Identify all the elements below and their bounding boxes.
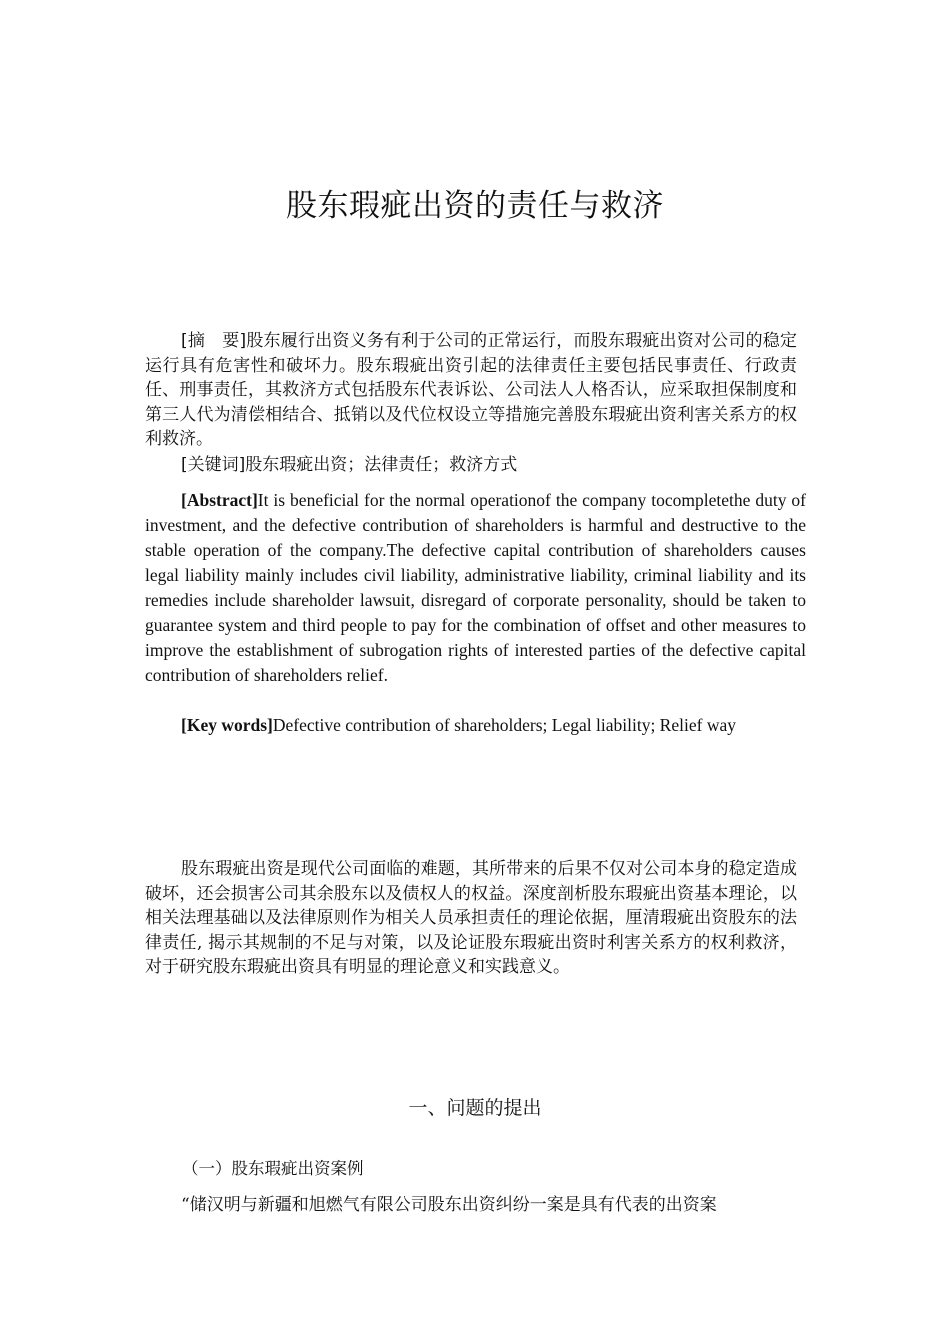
introduction-paragraph: 股东瑕疵出资是现代公司面临的难题，其所带来的后果不仅对公司本身的稳定造成破坏，还会损害公司其余股东以及债权人的权益。深度剖析股东瑕疵出资基本理论，以相关法理基础以及法律原则作为相关人员承担责任的理论依据，厘清瑕疵出资股东的法律责任, 揭示其规制的不足与对策，以及论证股东瑕疵出资时利害关系方的权利救济，对于研究股东瑕疵出资具有明显的理论意义和实践意义。 — [145, 859, 797, 978]
english-keywords-text: Defective contribution of shareholders; Legal liability; Relief way — [272, 715, 736, 735]
chinese-keywords-paragraph — [145, 453, 797, 478]
chinese-abstract-paragraph — [145, 329, 797, 452]
chinese-abstract-label: [摘 要] — [181, 331, 247, 351]
section-heading: 一、问题的提出 — [408, 1097, 542, 1119]
english-abstract-text: It is beneficial for the normal operationof the company tocompletethe duty of investment, and the defective contribution of shareholders is harmful and destructive to the stable operation of the company.The defective capital contribution of shareholders causes legal liability mainly includes civil liability, administrative liability, criminal liability and its remedies include shareholder lawsuit, disregard of corporate personality, should be taken to guarantee system and third people to pay for the combination of offset and other measures to improve the establishment of subrogation rights of interested parties of the defective capital contribution of shareholders relief. — [145, 490, 806, 685]
english-abstract-paragraph — [145, 488, 806, 688]
subsection-heading: （一）股东瑕疵出资案例 — [182, 1159, 364, 1178]
english-keywords — [145, 713, 806, 738]
chinese-abstract — [145, 329, 797, 452]
chinese-keywords-label: [关键词] — [181, 455, 246, 475]
chinese-abstract-text: 股东履行出资义务有利于公司的正常运行，而股东瑕疵出资对公司的稳定运行具有危害性和破坏力。股东瑕疵出资引起的法律责任主要包括民事责任、行政责任、刑事责任，其救济方式包括股东代表诉讼、公司法人人格否认，应采取担保制度和第三人代为清偿相结合、抵销以及代位权设立等措施完善股东瑕疵出资利害关系方的权利救济。 — [145, 331, 797, 450]
english-abstract — [145, 488, 806, 688]
chinese-keywords — [145, 453, 797, 478]
english-keywords-label: [Key words] — [181, 715, 273, 735]
paper-title: 股东瑕疵出资的责任与救济 — [286, 188, 664, 224]
case-paragraph — [145, 1193, 797, 1218]
chinese-keywords-text: 股东瑕疵出资；法律责任；救济方式 — [245, 455, 518, 475]
case-paragraph-text: “储汉明与新疆和旭燃气有限公司股东出资纠纷一案是具有代表的出资案 — [181, 1195, 717, 1215]
english-abstract-label: [Abstract] — [181, 490, 258, 510]
english-keywords-paragraph — [145, 713, 806, 738]
introduction — [145, 857, 797, 980]
